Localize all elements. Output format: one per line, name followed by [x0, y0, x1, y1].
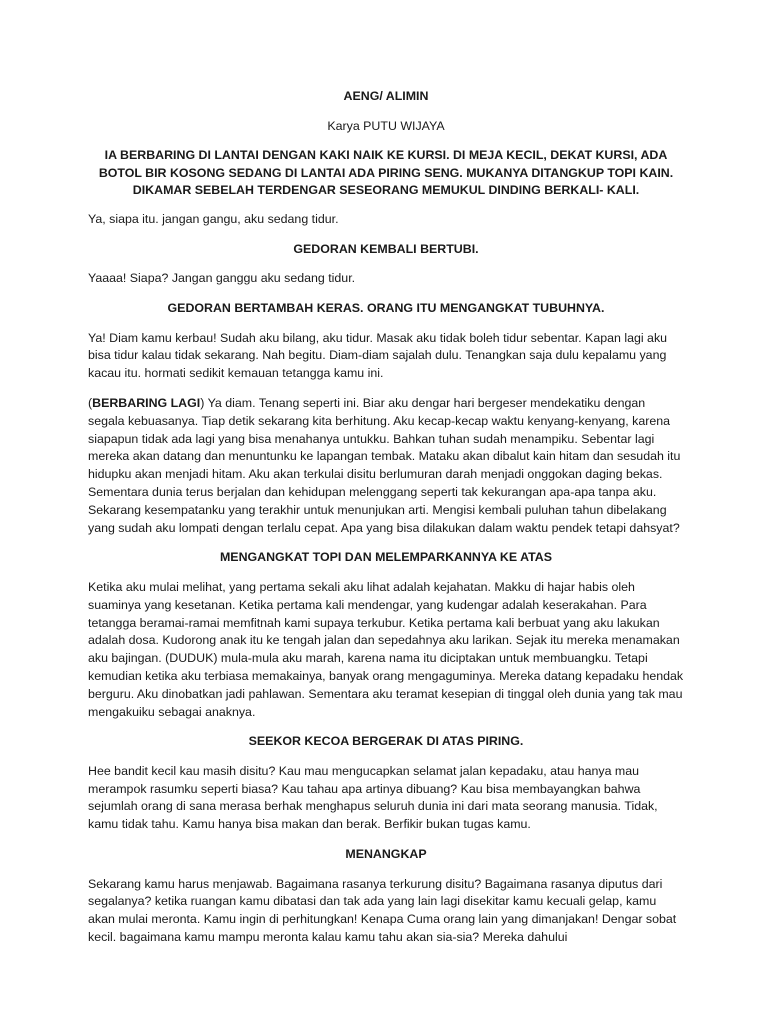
dialogue-line-2: Yaaaa! Siapa? Jangan ganggu aku sedang tidur. — [88, 271, 356, 286]
play-title: AENG/ ALIMIN — [343, 89, 429, 103]
stage-direction-6: SEEKOR KECOA BERGERAK DI ATAS PIRING. — [248, 734, 524, 749]
play-author: Karya PUTU WIJAYA — [327, 119, 445, 133]
paren-open: ( — [88, 395, 93, 410]
dialogue-line-6: Hee bandit kecil kau masih disitu? Kau mau mengucapkan selamat jalan kepadaku, atau hanya mau merampok rasumku seperti biasa? Kau tahau apa artinya dibuang? Kau bisa membayangkan bahwa sejumlah orang di sana merasa berhak menghapus seluruh dunia ini dari mata seorang manusia. Tidak, kamu tidak tahu. Kamu hanya bisa makan dan berak. Berfikir bukan tugas kamu. — [88, 763, 658, 832]
dialogue-line-5: Ketika aku mulai melihat, yang pertama sekali aku lihat adalah kejahatan. Makku di hajar habis oleh suaminya yang kesetanan. Ketika pertama kali mendengar, yang kudengar adalah keserakahan. Para tetangga beramai-ramai memfitnah kami supaya terkubur. Ketika pertama kali berbuat yang aku lakukan adalah dosa. Kudorong anak itu ke tengah jalan dan sepedahnya aku larikan. Sejak itu mereka menamakan aku bajingan. (DUDUK) mula-mula aku marah, karena nama itu diciptakan untuk membuangku. Tetapi kemudian ketika aku terbiasa memakainya, banyak orang mengaguminya. Mereka datang kepadaku hendak berguru. Aku dinobatkan jadi pahlawan. Sementara aku teramat kesepian di tinggal oleh dunia yang tak mau mengakuiku sebagai anaknya. — [88, 579, 684, 719]
dialogue-line-3: Ya! Diam kamu kerbau! Sudah aku bilang, aku tidur. Masak aku tidak boleh tidur sebentar. Kapan lagi aku bisa tidur kalau tidak sekarang. Nah begitu. Diam-diam sajalah dulu. Tenangkan saja dulu kepalamu yang kacau itu. hormati sedikit kemauan tetangga kamu ini. — [88, 330, 668, 381]
script-page — [88, 88, 684, 959]
inline-direction: BERBARING LAGI — [92, 395, 201, 410]
stage-direction-5: MENGANGKAT TOPI DAN MELEMPARKANNYA KE ATAS — [219, 550, 553, 565]
stage-direction-2: GEDORAN KEMBALI BERTUBI. — [293, 241, 479, 256]
dialogue-line-4-text: ) Ya diam. Tenang seperti ini. Biar aku dengar hari bergeser mendekatiku dengan segala kebuasanya. Tiap detik sekarang kita berhitung. Aku kecap-kecap waktu kenyang-kenyang, karena siapapun tidak ada lagi yang bisa menahanya untukku. Bahkan tuhan sudah menampiku. Sebentar lagi mereka akan datang dan menuntunku ke lapangan tembak. Mataku akan dibalut kain hitam dan sesudah itu hidupku akan menjadi hitam. Aku akan terkulai disitu berlumuran darah menjadi onggokan daging bekas. Sementara dunia terus berjalan dan kehidupan melenggang seperti tak kekurangan apa-apa tanpa aku. Sekarang kesempatanku yang terakhir untuk menunjukan arti. Mengisi kembali puluhan tahun dibelakang yang sudah aku lompati dengan terlalu cepat. Apa yang bisa dilakukan dalam waktu pendek tetapi dahsyat? — [88, 395, 681, 535]
dialogue-line-1: Ya, siapa itu. jangan gangu, aku sedang tidur. — [88, 211, 339, 226]
stage-direction-3: GEDORAN BERTAMBAH KERAS. ORANG ITU MENGANGKAT TUBUHNYA. — [167, 300, 605, 315]
dialogue-line-4 — [88, 395, 684, 537]
dialogue-line-7: Sekarang kamu harus menjawab. Bagaimana rasanya terkurung disitu? Bagaimana rasanya diputus dari segalanya? ketika ruangan kamu dibatasi dan tak ada yang lain lagi disekitar kamu kecuali gelap, kamu akan mulai meronta. Kamu ingin di perhitungkan! Kenapa Cuma orang lain yang dimanjakan! Dengar sobat kecil. bagaimana kamu mampu meronta kalau kamu tahu akan sia-sia? Mereka dahului — [88, 876, 677, 945]
stage-direction-opening: IA BERBARING DI LANTAI DENGAN KAKI NAIK KE KURSI. DI MEJA KECIL, DEKAT KURSI, ADA BOTOL BIR KOSONG SEDANG DI LANTAI ADA PIRING SENG. MUKANYA DITANGKUP TOPI KAIN. DIKAMAR SEBELAH TERDENGAR SESEORANG MEMUKUL DINDING BERKALI- KALI. — [98, 148, 674, 198]
stage-direction-7: MENANGKAP — [345, 847, 427, 862]
